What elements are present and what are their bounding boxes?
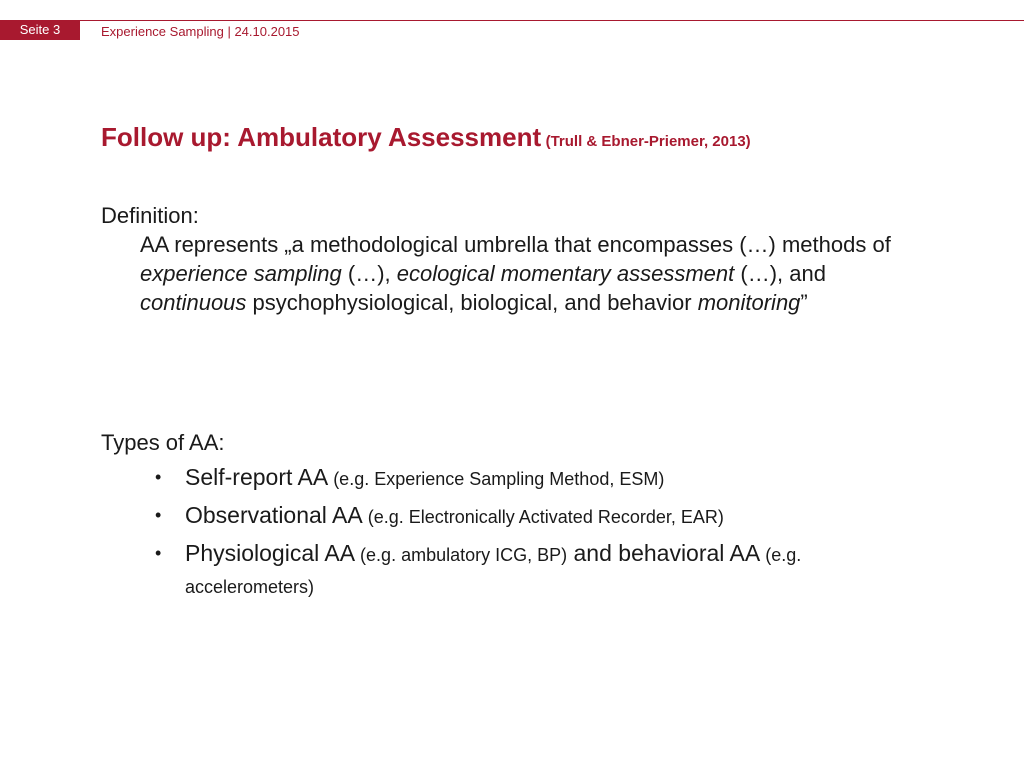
page-number-tab: Seite 3 bbox=[0, 20, 80, 40]
slide-title bbox=[101, 122, 751, 153]
definition-emphasis: monitoring bbox=[697, 290, 801, 315]
type-name: Self-report AA bbox=[185, 464, 329, 490]
type-name: Observational AA bbox=[185, 502, 363, 528]
definition-text-part: (…), and bbox=[734, 261, 826, 286]
type-example: (e.g. ambulatory ICG, BP) bbox=[355, 545, 568, 565]
definition-text-part: ” bbox=[800, 290, 808, 315]
type-name: Physiological AA bbox=[185, 540, 356, 566]
slide-header bbox=[0, 0, 1024, 44]
definition-emphasis: continuous bbox=[140, 290, 247, 315]
slide-title-citation: (Trull & Ebner-Priemer, 2013) bbox=[545, 133, 751, 150]
definition-text-part: AA represents „a methodological umbrella that encompasses (…) methods of bbox=[140, 232, 891, 257]
header-rule bbox=[0, 20, 1024, 21]
type-example: (e.g. accelerometers) bbox=[185, 545, 802, 597]
type-example: (e.g. Experience Sampling Method, ESM) bbox=[328, 469, 665, 489]
bullet-icon: • bbox=[155, 543, 162, 563]
types-section bbox=[101, 428, 941, 608]
definition-label: Definition: bbox=[101, 203, 199, 228]
type-name: and behavioral AA bbox=[567, 540, 761, 566]
type-example: (e.g. Electronically Activated Recorder, EAR) bbox=[362, 507, 724, 527]
list-item bbox=[101, 462, 885, 494]
definition-emphasis: ecological momentary assessment bbox=[396, 261, 735, 286]
list-item bbox=[101, 500, 885, 532]
types-label: Types of AA: bbox=[101, 430, 225, 455]
definition-text-part: psychophysiological, biological, and behavior bbox=[246, 290, 698, 315]
types-list bbox=[101, 462, 941, 602]
definition-section bbox=[101, 201, 921, 317]
definition-emphasis: experience sampling bbox=[140, 261, 342, 286]
bullet-icon: • bbox=[155, 467, 162, 487]
definition-text bbox=[140, 230, 900, 317]
definition-text-part: (…), bbox=[341, 261, 397, 286]
slide-title-text: Follow up: Ambulatory Assessment bbox=[101, 122, 542, 152]
list-item bbox=[101, 538, 885, 602]
bullet-icon: • bbox=[155, 505, 162, 525]
header-title: Experience Sampling | 24.10.2015 bbox=[101, 24, 300, 39]
